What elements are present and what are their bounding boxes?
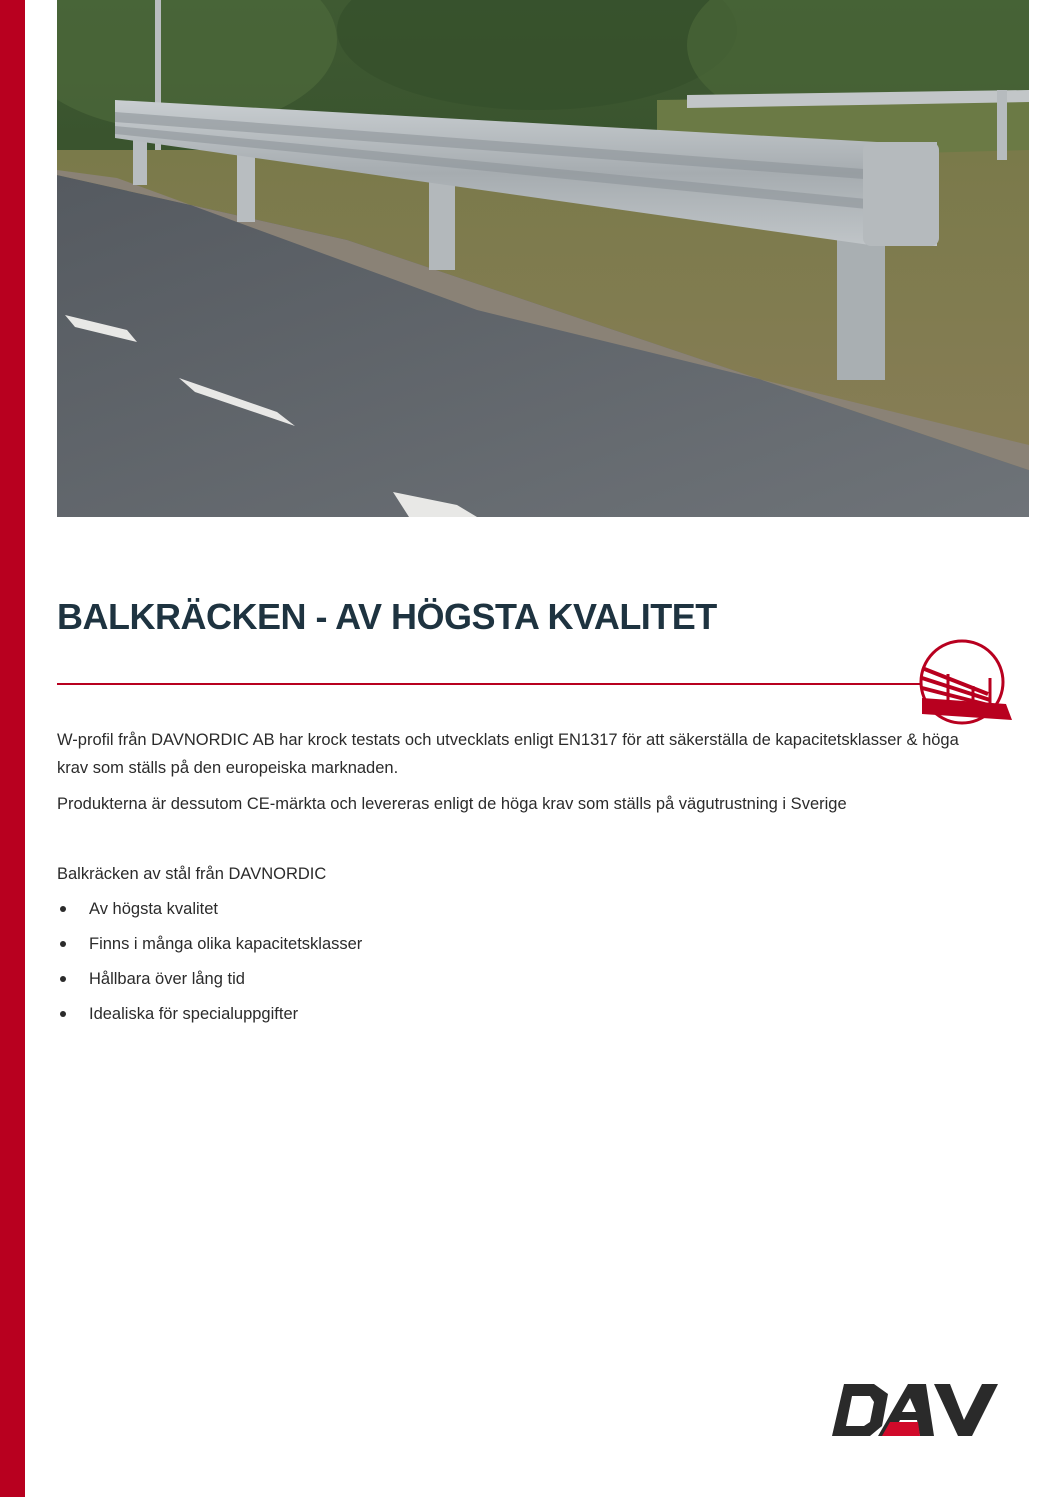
bullet-icon [60, 906, 66, 912]
intro-paragraph-2: Produkterna är dessutom CE-märkta och levereras enligt de höga krav som ställs på vägutrustning i Sverige [57, 795, 847, 813]
features-heading: Balkräcken av stål från DAVNORDIC [57, 865, 327, 883]
list-item: Av högsta kvalitet [57, 895, 362, 930]
dav-logo-icon [830, 1380, 1000, 1440]
bullet-icon [60, 941, 66, 947]
list-item: Idealiska för specialuppgifter [57, 1000, 362, 1035]
guardrail-photo-icon [57, 0, 1029, 517]
bullet-icon [60, 1011, 66, 1017]
left-accent-bar [0, 0, 25, 1497]
intro-paragraph-1: W-profil från DAVNORDIC AB har krock testats och utvecklats enligt EN1317 för att säkerställa de kapacitetsklasser & höga krav som ställs på den europeiska marknaden. [57, 731, 959, 777]
intro-text [57, 726, 987, 826]
page-title: BALKRÄCKEN - AV HÖGSTA KVALITET [57, 596, 717, 637]
features-list [57, 895, 362, 1035]
guardrail-badge [918, 638, 1014, 734]
list-item: Hållbara över lång tid [57, 965, 362, 1000]
list-item: Finns i många olika kapacitetsklasser [57, 930, 362, 965]
title-divider [57, 683, 937, 685]
dav-logo [830, 1380, 1000, 1440]
bullet-icon [60, 976, 66, 982]
hero-image [57, 0, 1029, 517]
guardrail-icon [918, 638, 1014, 734]
